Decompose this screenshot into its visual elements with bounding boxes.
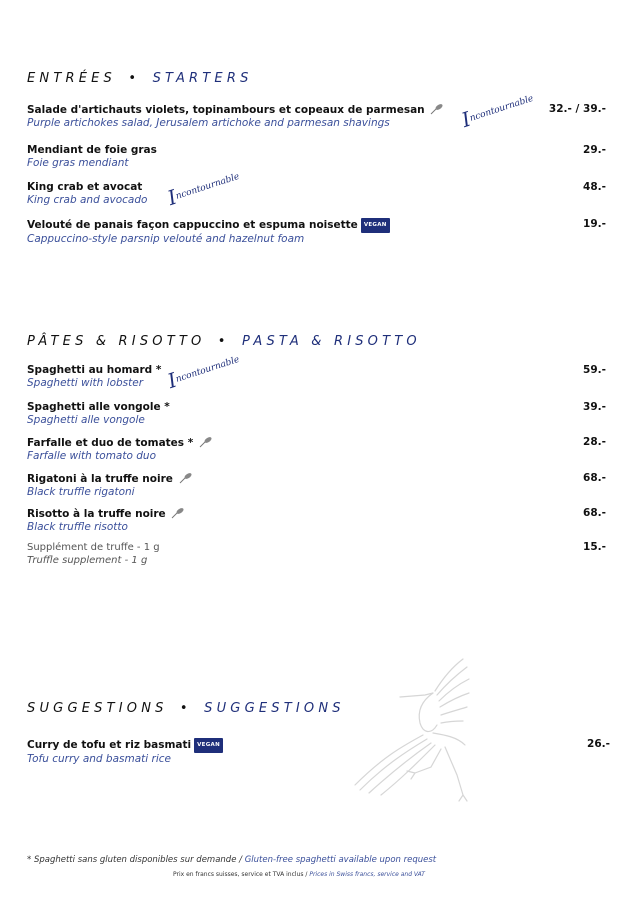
section-separator: • <box>128 71 141 86</box>
item-price: 26.- <box>587 738 610 750</box>
item-price: 32.- / 39.- <box>548 103 606 115</box>
section-title-starters <box>27 71 253 86</box>
item-name: Farfalle et duo de tomates * <box>27 437 194 449</box>
menu-item <box>27 401 606 427</box>
incontournable-badge: Incontournable <box>458 93 535 132</box>
section-title-en: SUGGESTIONS <box>204 701 345 716</box>
item-price: 28.- <box>583 436 606 448</box>
item-desc: Purple artichokes salad, Jerusalem artichoke and parmesan shavings <box>27 117 390 129</box>
item-name: Curry de tofu et riz basmati <box>27 739 192 751</box>
menu-item <box>27 472 606 499</box>
item-price: 39.- <box>583 401 606 413</box>
item-desc: Cappuccino-style parsnip velouté and hazelnut foam <box>27 233 305 245</box>
gluten-free-note <box>27 855 436 865</box>
item-desc: Black truffle rigatoni <box>27 486 135 498</box>
note-en: Gluten-free spaghetti available upon request <box>244 855 437 865</box>
note-fr: * Spaghetti sans gluten disponibles sur demande / <box>27 855 245 865</box>
section-title-en: STARTERS <box>152 71 253 86</box>
item-name: Salade d'artichauts violets, topinambours et copeaux de parmesan <box>27 104 425 116</box>
truffle-icon <box>179 472 193 484</box>
item-name: King crab et avocat <box>27 181 143 193</box>
price-note-fr: Prix en francs suisses, service et TVA inclus / <box>173 871 310 878</box>
section-title-suggestions <box>27 701 345 716</box>
price-note <box>173 871 425 878</box>
item-price: 29.- <box>583 144 606 156</box>
item-name: Spaghetti au homard * <box>27 364 162 376</box>
section-separator: • <box>217 334 230 349</box>
item-desc: Farfalle with tomato duo <box>27 450 156 462</box>
section-title-pasta <box>27 334 421 349</box>
price-note-en: Prices in Swiss francs, service and VAT <box>309 871 425 878</box>
item-desc: Spaghetti alle vongole <box>27 414 145 426</box>
menu-item <box>27 218 606 246</box>
item-desc: Spaghetti with lobster <box>27 377 144 389</box>
section-title-fr: SUGGESTIONS <box>27 701 168 716</box>
menu-item-supplement <box>27 541 606 567</box>
menu-item <box>27 144 606 170</box>
truffle-icon <box>171 507 185 519</box>
item-price: 68.- <box>583 507 606 519</box>
item-name: Spaghetti alle vongole * <box>27 401 170 413</box>
item-desc: King crab and avocado <box>27 194 148 206</box>
vegan-badge: VEGAN <box>194 738 223 753</box>
item-desc: Tofu curry and basmati rice <box>27 753 172 765</box>
vegan-badge: VEGAN <box>361 218 390 233</box>
item-price: 15.- <box>583 541 606 553</box>
item-desc: Black truffle risotto <box>27 521 128 533</box>
truffle-icon <box>430 103 444 115</box>
item-name: Velouté de panais façon cappuccino et espuma noisette <box>27 219 358 231</box>
menu-item <box>27 181 606 207</box>
incontournable-badge: Incontournable <box>164 171 241 210</box>
section-separator: • <box>179 701 192 716</box>
section-title-fr: ENTRÉES <box>27 71 116 86</box>
section-title-fr: PÂTES & RISOTTO <box>27 334 206 349</box>
section-title-en: PASTA & RISOTTO <box>241 334 421 349</box>
item-desc: Truffle supplement - 1 g <box>27 555 148 566</box>
item-name: Supplément de truffe - 1 g <box>27 542 160 553</box>
item-price: 48.- <box>583 181 606 193</box>
heron-illustration-icon <box>345 655 475 805</box>
item-price: 59.- <box>583 364 606 376</box>
menu-item <box>27 738 610 766</box>
item-name: Risotto à la truffe noire <box>27 508 166 520</box>
item-name: Mendiant de foie gras <box>27 144 157 156</box>
item-price: 68.- <box>583 472 606 484</box>
menu-item <box>27 507 606 534</box>
menu-item <box>27 364 606 390</box>
item-price: 19.- <box>583 218 606 230</box>
menu-item <box>27 436 606 463</box>
incontournable-badge: Incontournable <box>164 354 241 393</box>
truffle-icon <box>199 436 213 448</box>
item-desc: Foie gras mendiant <box>27 157 129 169</box>
item-name: Rigatoni à la truffe noire <box>27 473 173 485</box>
